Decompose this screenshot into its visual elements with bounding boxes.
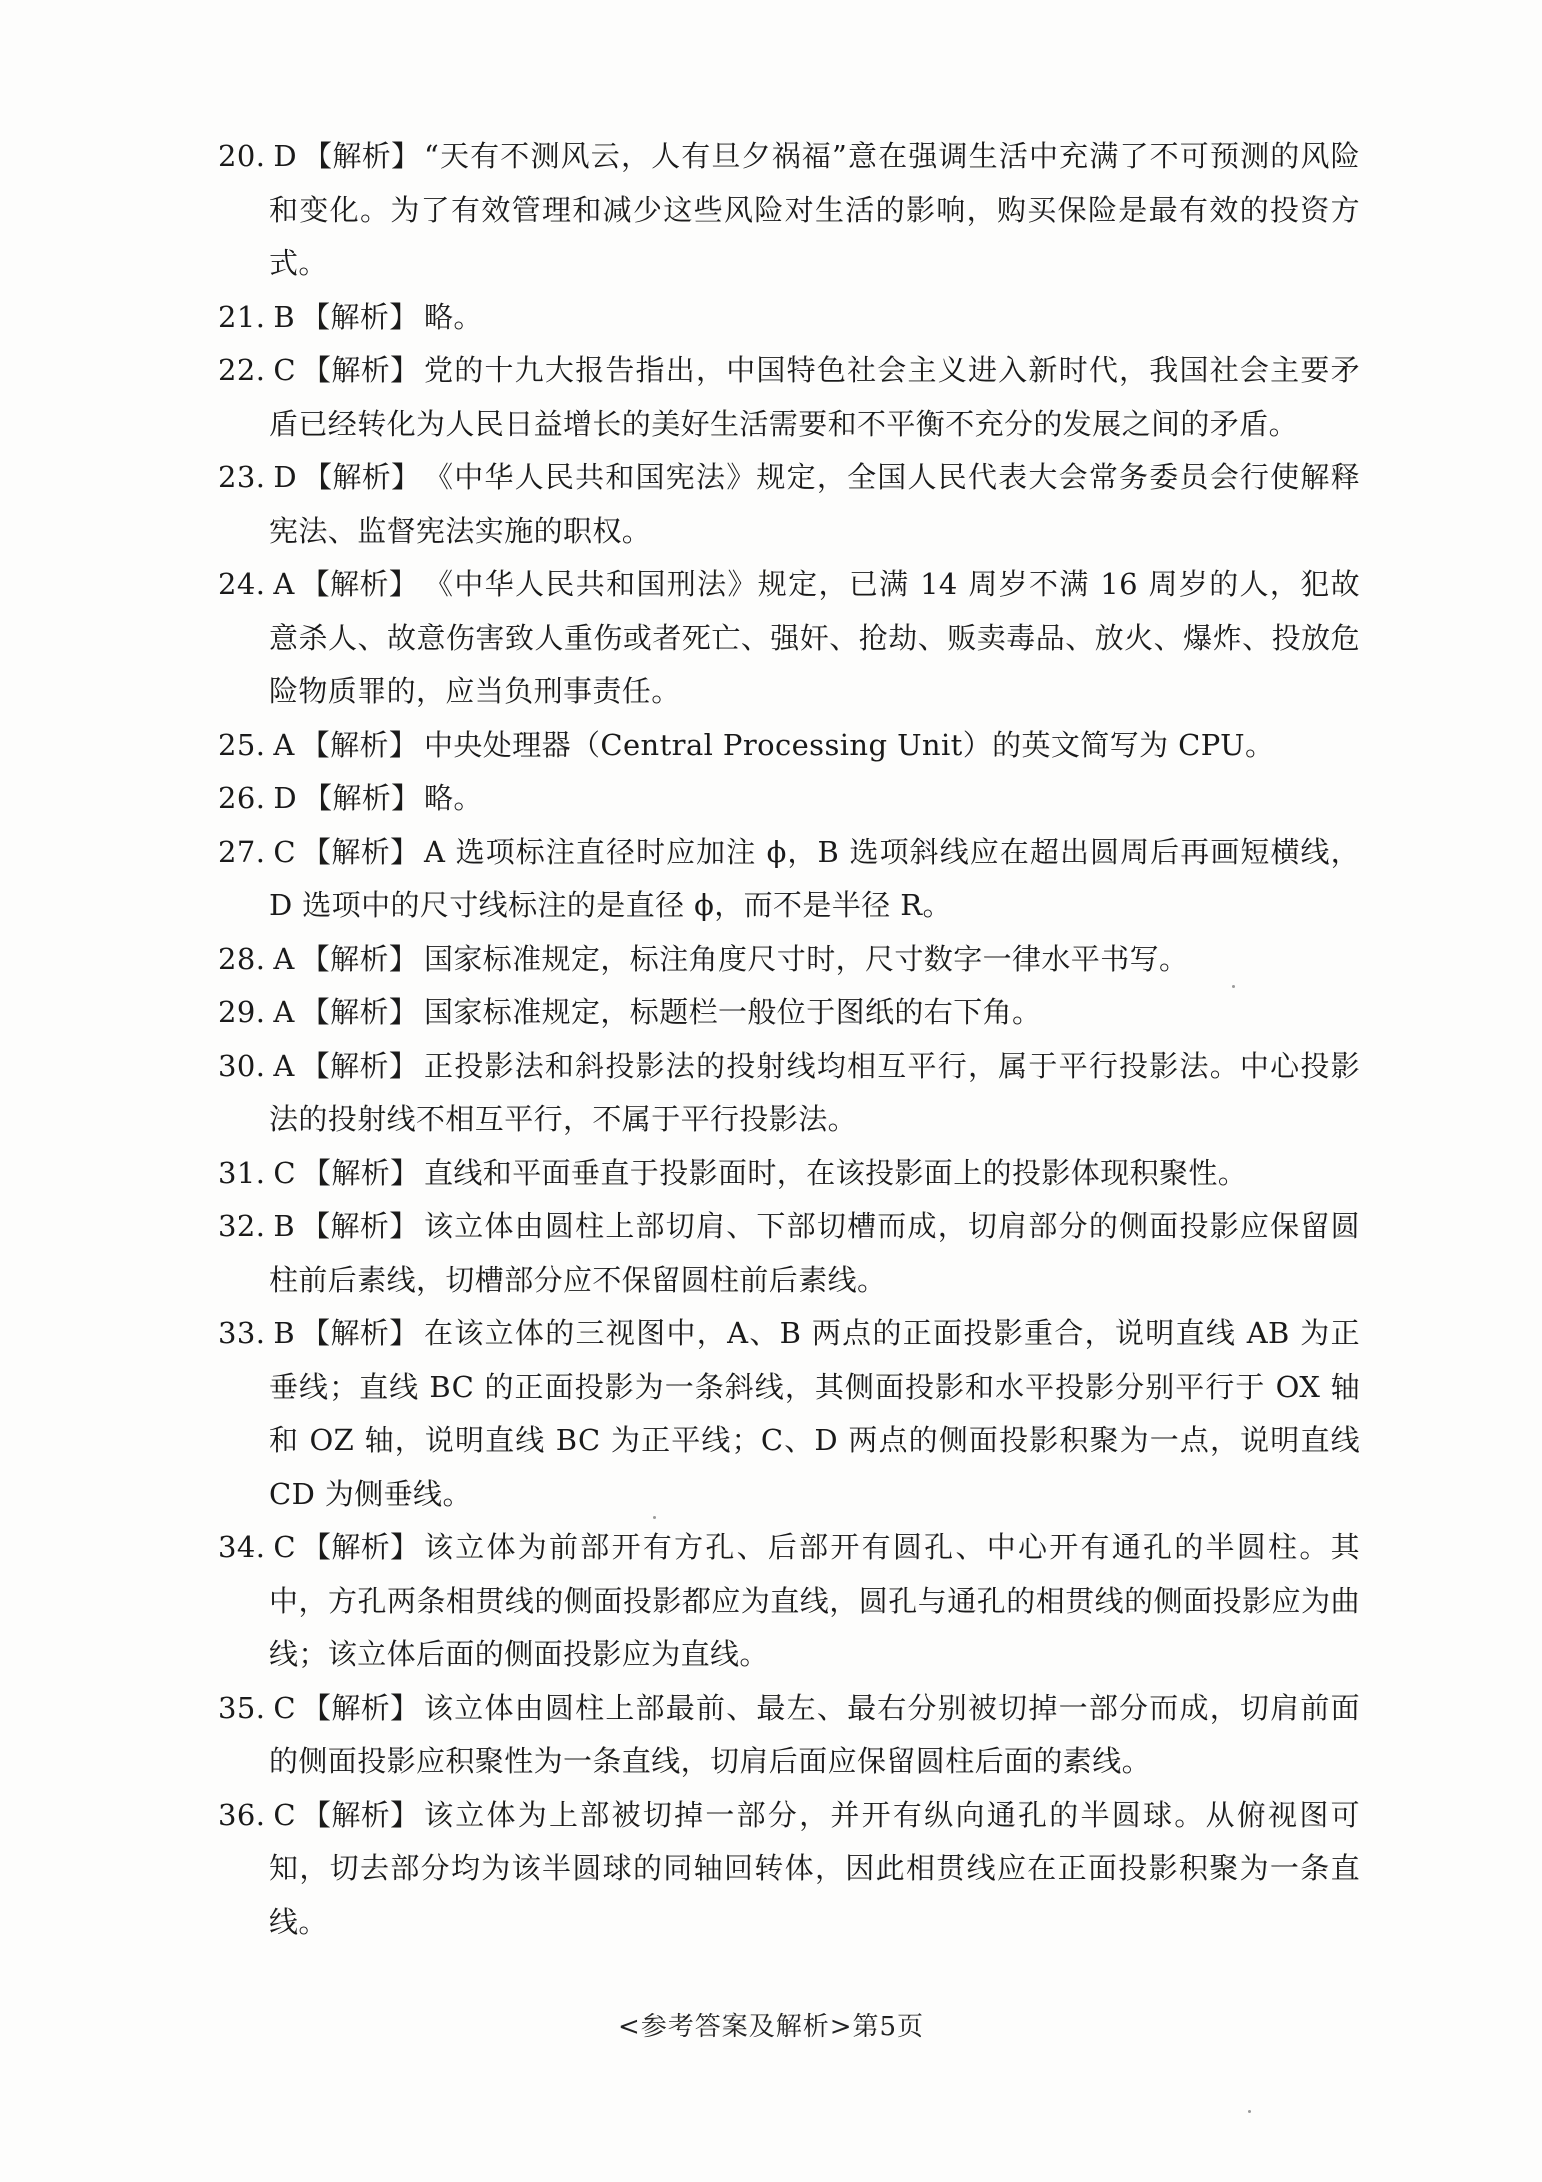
answer-item-23	[220, 451, 1360, 558]
explanation-text: 国家标准规定，标注角度尺寸时，尺寸数字一律水平书写。	[424, 941, 1189, 976]
question-number: 36.	[218, 1797, 266, 1832]
question-number: 26.	[218, 781, 266, 815]
question-number: 25.	[218, 727, 266, 762]
question-label	[218, 1521, 420, 1575]
question-number: 23.	[218, 460, 266, 494]
answer-letter: C	[273, 1797, 296, 1832]
explanation-text: 《中华人民共和国刑法》规定，已满 14 周岁不满 16 周岁的人，犯故意杀人、故意伤害致人重伤或者死亡、强奸、抢劫、贩卖毒品、放火、爆炸、投放危险物质罪的，应当负刑事责任。	[269, 567, 1360, 708]
question-label	[218, 826, 420, 880]
question-number: 24.	[218, 567, 266, 601]
answer-letter: C	[273, 1155, 296, 1190]
question-label	[218, 291, 419, 345]
explanation-tag: 【解析】	[301, 299, 419, 334]
explanation-tag: 【解析】	[300, 567, 419, 601]
explanation-text: A 选项标注直径时应加注 ϕ，B 选项斜线应在超出圆周后再画短横线，D 选项中的尺寸线标注的是直径 ϕ，而不是半径 R。	[269, 834, 1360, 922]
explanation-tag: 【解析】	[301, 1155, 420, 1190]
explanation-text: 该立体由圆柱上部切肩、下部切槽而成，切肩部分的侧面投影应保留圆柱前后素线，切槽部分应不保留圆柱前后素线。	[269, 1209, 1360, 1297]
question-number: 22.	[218, 353, 266, 387]
answer-letter: A	[273, 1048, 295, 1083]
explanation-text: 略。	[424, 299, 483, 334]
answer-letter: C	[273, 353, 296, 387]
answer-letter: D	[273, 139, 297, 173]
question-number: 28.	[218, 941, 266, 976]
question-number: 35.	[218, 1690, 266, 1725]
question-label	[218, 130, 421, 184]
explanation-tag: 【解析】	[300, 995, 419, 1029]
explanation-tag: 【解析】	[300, 727, 419, 762]
explanation-text: 该立体为上部被切掉一部分，并开有纵向通孔的半圆球。从俯视图可知，切去部分均为该半圆球的同轴回转体，因此相贯线应在正面投影积聚为一条直线。	[269, 1797, 1360, 1939]
question-label	[218, 1200, 419, 1254]
question-label	[218, 1789, 420, 1843]
explanation-text: 党的十九大报告指出，中国特色社会主义进入新时代，我国社会主要矛盾已经转化为人民日益增长的美好生活需要和不平衡不充分的发展之间的矛盾。	[269, 353, 1360, 441]
explanation-tag: 【解析】	[301, 1690, 420, 1725]
explanation-text: 中央处理器（Central Processing Unit）的英文简写为 CPU。	[424, 727, 1275, 762]
question-label	[218, 1040, 418, 1094]
question-number: 21.	[218, 299, 266, 334]
answer-item-29	[220, 986, 1360, 1040]
answer-item-21	[220, 291, 1360, 345]
scan-speck	[653, 1516, 656, 1519]
explanation-text: 该立体由圆柱上部最前、最左、最右分别被切掉一部分而成，切肩前面的侧面投影应积聚性为一条直线，切肩后面应保留圆柱后面的素线。	[269, 1690, 1360, 1778]
explanation-tag: 【解析】	[302, 781, 421, 815]
explanation-text: “天有不测风云，人有旦夕祸福”意在强调生活中充满了不可预测的风险和变化。为了有效管理和减少这些风险对生活的影响，购买保险是最有效的投资方式。	[269, 139, 1360, 280]
question-label	[218, 1682, 420, 1736]
explanation-tag: 【解析】	[302, 139, 421, 173]
explanation-text: 在该立体的三视图中，A、B 两点的正面投影重合，说明直线 AB 为正垂线；直线 BC 的正面投影为一条斜线，其侧面投影和水平投影分别平行于 OX 轴和 OZ 轴，说明直线 BC 为正平线；C、D 两点的侧面投影积聚为一点，说明直线 CD 为侧垂线。	[269, 1316, 1360, 1511]
answer-item-26	[220, 772, 1360, 826]
answer-letter: A	[273, 995, 295, 1029]
question-label	[218, 451, 421, 505]
explanation-text: 该立体为前部开有方孔、后部开有圆孔、中心开有通孔的半圆柱。其中，方孔两条相贯线的侧面投影都应为直线，圆孔与通孔的相贯线的侧面投影应为曲线；该立体后面的侧面投影应为直线。	[269, 1530, 1360, 1671]
page-footer: <参考答案及解析>第5页	[617, 2012, 925, 2042]
question-number: 27.	[218, 834, 266, 869]
answer-item-22	[220, 344, 1360, 451]
answer-item-25	[220, 719, 1360, 773]
answer-item-28	[220, 933, 1360, 987]
question-number: 29.	[218, 995, 266, 1029]
answer-item-24	[220, 558, 1360, 719]
answer-letter: D	[273, 460, 297, 494]
answer-item-32	[220, 1200, 1360, 1307]
answer-explanations-list	[220, 130, 1360, 1949]
explanation-tag: 【解析】	[300, 941, 419, 976]
question-label	[218, 1307, 419, 1361]
answer-letter: C	[273, 1690, 296, 1725]
explanation-text: 《中华人民共和国宪法》规定，全国人民代表大会常务委员会行使解释宪法、监督宪法实施的职权。	[269, 460, 1360, 548]
answer-letter: A	[273, 727, 295, 762]
question-number: 33.	[218, 1316, 266, 1350]
answer-item-20	[220, 130, 1360, 291]
explanation-tag: 【解析】	[301, 1209, 419, 1243]
answer-letter: A	[273, 567, 295, 601]
question-label	[218, 986, 418, 1040]
scan-speck	[1248, 2110, 1251, 2113]
answer-item-27	[220, 826, 1360, 933]
answer-letter: B	[273, 1316, 296, 1350]
question-number: 31.	[218, 1155, 266, 1190]
explanation-tag: 【解析】	[300, 1048, 419, 1083]
answer-letter: A	[273, 941, 295, 976]
explanation-tag: 【解析】	[302, 460, 421, 494]
answer-item-35	[220, 1682, 1360, 1789]
answer-item-33	[220, 1307, 1360, 1521]
question-label	[218, 1147, 420, 1201]
answer-letter: C	[273, 834, 296, 869]
question-label	[218, 719, 418, 773]
question-number: 20.	[218, 139, 266, 173]
answer-letter: D	[273, 781, 297, 815]
question-label	[218, 344, 420, 398]
question-number: 34.	[218, 1530, 266, 1564]
answer-letter: B	[273, 299, 296, 334]
explanation-text: 国家标准规定，标题栏一般位于图纸的右下角。	[424, 995, 1042, 1029]
explanation-tag: 【解析】	[301, 1797, 420, 1832]
question-number: 32.	[218, 1209, 266, 1243]
question-number: 30.	[218, 1048, 266, 1083]
answer-item-31	[220, 1147, 1360, 1201]
answer-item-36	[220, 1789, 1360, 1950]
explanation-text: 直线和平面垂直于投影面时，在该投影面上的投影体现积聚性。	[424, 1155, 1248, 1190]
answer-item-30	[220, 1040, 1360, 1147]
question-label	[218, 933, 418, 987]
explanation-tag: 【解析】	[301, 1316, 419, 1350]
explanation-tag: 【解析】	[301, 834, 420, 869]
answer-item-34	[220, 1521, 1360, 1682]
explanation-tag: 【解析】	[301, 1530, 420, 1564]
question-label	[218, 558, 418, 612]
scan-speck	[1232, 985, 1235, 988]
explanation-tag: 【解析】	[301, 353, 420, 387]
answer-letter: C	[273, 1530, 296, 1564]
explanation-text: 略。	[424, 781, 483, 815]
question-label	[218, 772, 421, 826]
explanation-text: 正投影法和斜投影法的投射线均相互平行，属于平行投影法。中心投影法的投射线不相互平行，不属于平行投影法。	[269, 1048, 1360, 1136]
answer-letter: B	[273, 1209, 296, 1243]
